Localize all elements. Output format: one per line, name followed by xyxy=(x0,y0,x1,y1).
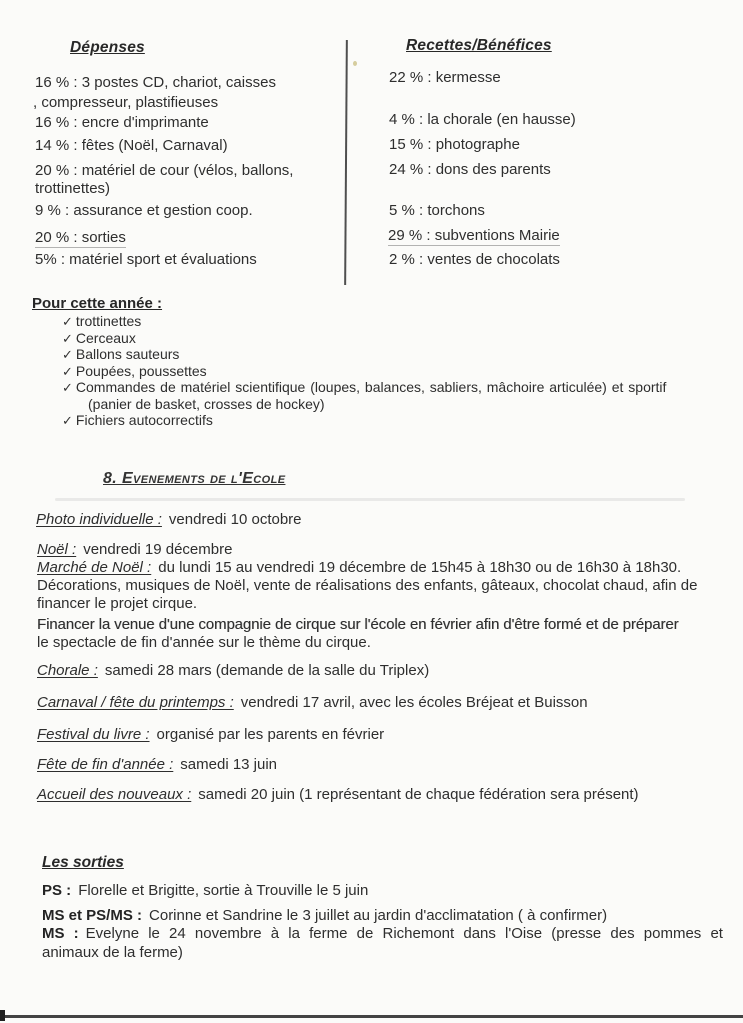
depenses-item: 20 % : matériel de cour (vélos, ballons, xyxy=(35,162,294,179)
scan-smudge xyxy=(55,498,685,501)
event-carnaval xyxy=(37,693,588,712)
event-fete-fin-annee xyxy=(37,755,277,774)
checklist-item-label: Fichiers autocorrectifs xyxy=(75,412,213,428)
depenses-item: 16 % : encre d'imprimante xyxy=(35,114,209,131)
checklist-item xyxy=(62,346,179,363)
depenses-item: 16 % : 3 postes CD, chariot, caisses xyxy=(35,74,276,91)
sortie-ps xyxy=(42,881,368,900)
depenses-item: trottinettes) xyxy=(35,180,111,197)
recettes-item: 22 % : kermesse xyxy=(389,69,501,86)
event-label: Chorale : xyxy=(37,662,98,679)
checklist-item xyxy=(62,330,136,347)
sortie-ms xyxy=(42,924,723,943)
sortie-label: MS et PS/MS : xyxy=(42,907,143,924)
event-label: Noël : xyxy=(37,541,77,558)
sortie-label: MS : xyxy=(42,925,79,942)
event-marche-noel xyxy=(37,558,681,577)
event-text: samedi 28 mars (demande de la salle du Triplex) xyxy=(104,662,430,679)
event-text: samedi 13 juin xyxy=(180,756,278,773)
event-photo xyxy=(36,510,302,529)
depenses-item: , compresseur, plastifieuses xyxy=(33,94,219,111)
recettes-item: 24 % : dons des parents xyxy=(389,161,551,178)
event-label: Festival du livre : xyxy=(37,726,150,743)
recettes-item: 29 % : subventions Mairie xyxy=(388,227,560,244)
recettes-title: Recettes/Bénéfices xyxy=(406,37,552,54)
event-text: vendredi 17 avril, avec les écoles Bréjeat et Buisson xyxy=(240,694,588,711)
depenses-item: 14 % : fêtes (Noël, Carnaval) xyxy=(35,137,228,154)
event-marche-noel-line2: Décorations, musiques de Noël, vente de réalisations des enfants, gâteaux, chocolat chaud, afin de xyxy=(37,577,698,594)
event-text: samedi 20 juin (1 représentant de chaque fédération sera présent) xyxy=(198,786,639,803)
sorties-title: Les sorties xyxy=(42,854,124,871)
event-label: Photo individuelle : xyxy=(36,511,162,528)
cirque-paragraph-line1: Financer la venue d'une compagnie de cirque sur l'école en février afin d'être formé et de préparer xyxy=(37,616,679,633)
depenses-item: 9 % : assurance et gestion coop. xyxy=(35,202,253,219)
recettes-item: 2 % : ventes de chocolats xyxy=(389,251,560,268)
scan-speck xyxy=(353,61,357,66)
checklist-item-label: Ballons sauteurs xyxy=(75,346,180,362)
recettes-item: 4 % : la chorale (en hausse) xyxy=(389,111,576,128)
depenses-item: 20 % : sorties xyxy=(35,229,126,246)
event-label: Fête de fin d'année : xyxy=(37,756,174,773)
event-label: Accueil des nouveaux : xyxy=(37,786,192,803)
column-divider xyxy=(344,40,348,285)
event-label: Marché de Noël : xyxy=(37,559,152,576)
recettes-item: 15 % : photographe xyxy=(389,136,520,153)
event-accueil-nouveaux xyxy=(37,785,639,804)
event-label: Carnaval / fête du printemps : xyxy=(37,694,234,711)
check-icon: ✓ xyxy=(62,314,73,329)
section-heading: 8. Evenements de l'Ecole xyxy=(103,470,286,487)
cirque-paragraph-line2: le spectacle de fin d'année sur le thème du cirque. xyxy=(37,634,371,651)
check-icon: ✓ xyxy=(62,380,73,395)
checklist-item-label: (panier de basket, crosses de hockey) xyxy=(88,396,325,412)
sortie-label: PS : xyxy=(42,882,72,899)
checklist-item-label: trottinettes xyxy=(75,313,142,329)
checklist-item xyxy=(62,379,666,396)
event-text: du lundi 15 au vendredi 19 décembre de 15h45 à 18h30 ou de 16h30 à 18h30. xyxy=(158,559,682,576)
pour-cette-annee-title: Pour cette année : xyxy=(32,295,163,312)
checklist-item-label: Poupées, poussettes xyxy=(75,363,207,379)
check-icon: ✓ xyxy=(62,413,73,428)
sortie-text: Corinne et Sandrine le 3 juillet au jardin d'acclimatation ( à confirmer) xyxy=(149,907,608,924)
checklist-item xyxy=(62,412,213,429)
scan-bottom-edge xyxy=(0,1015,743,1018)
recettes-item: 5 % : torchons xyxy=(389,202,485,219)
check-icon: ✓ xyxy=(62,347,73,362)
depenses-title: Dépenses xyxy=(70,39,145,56)
scan-corner-mark xyxy=(0,1010,5,1021)
event-chorale xyxy=(37,661,429,680)
event-text: vendredi 10 octobre xyxy=(168,511,302,528)
event-marche-noel-line3: financer le projet cirque. xyxy=(37,595,198,612)
checklist-item xyxy=(62,363,207,380)
event-text: vendredi 19 décembre xyxy=(83,541,233,558)
checklist-item xyxy=(62,313,141,330)
check-icon: ✓ xyxy=(62,364,73,379)
sortie-ms-line2: animaux de la ferme) xyxy=(42,944,183,961)
event-festival-livre xyxy=(37,725,384,744)
check-icon: ✓ xyxy=(62,331,73,346)
sortie-text: Florelle et Brigitte, sortie à Trouville le 5 juin xyxy=(78,882,369,899)
sortie-text: Evelyne le 24 novembre à la ferme de Richemont dans l'Oise (presse des pommes et xyxy=(85,925,723,942)
checklist-item-continuation xyxy=(88,396,325,413)
event-text: organisé par les parents en février xyxy=(156,726,385,743)
checklist-item-label: Commandes de matériel scientifique (loupes, balances, sabliers, mâchoire articulée) et sportif xyxy=(75,379,667,395)
sortie-ms-psms xyxy=(42,906,607,925)
depenses-item: 5% : matériel sport et évaluations xyxy=(35,251,257,268)
event-noel xyxy=(37,540,232,559)
checklist-item-label: Cerceaux xyxy=(75,330,136,346)
